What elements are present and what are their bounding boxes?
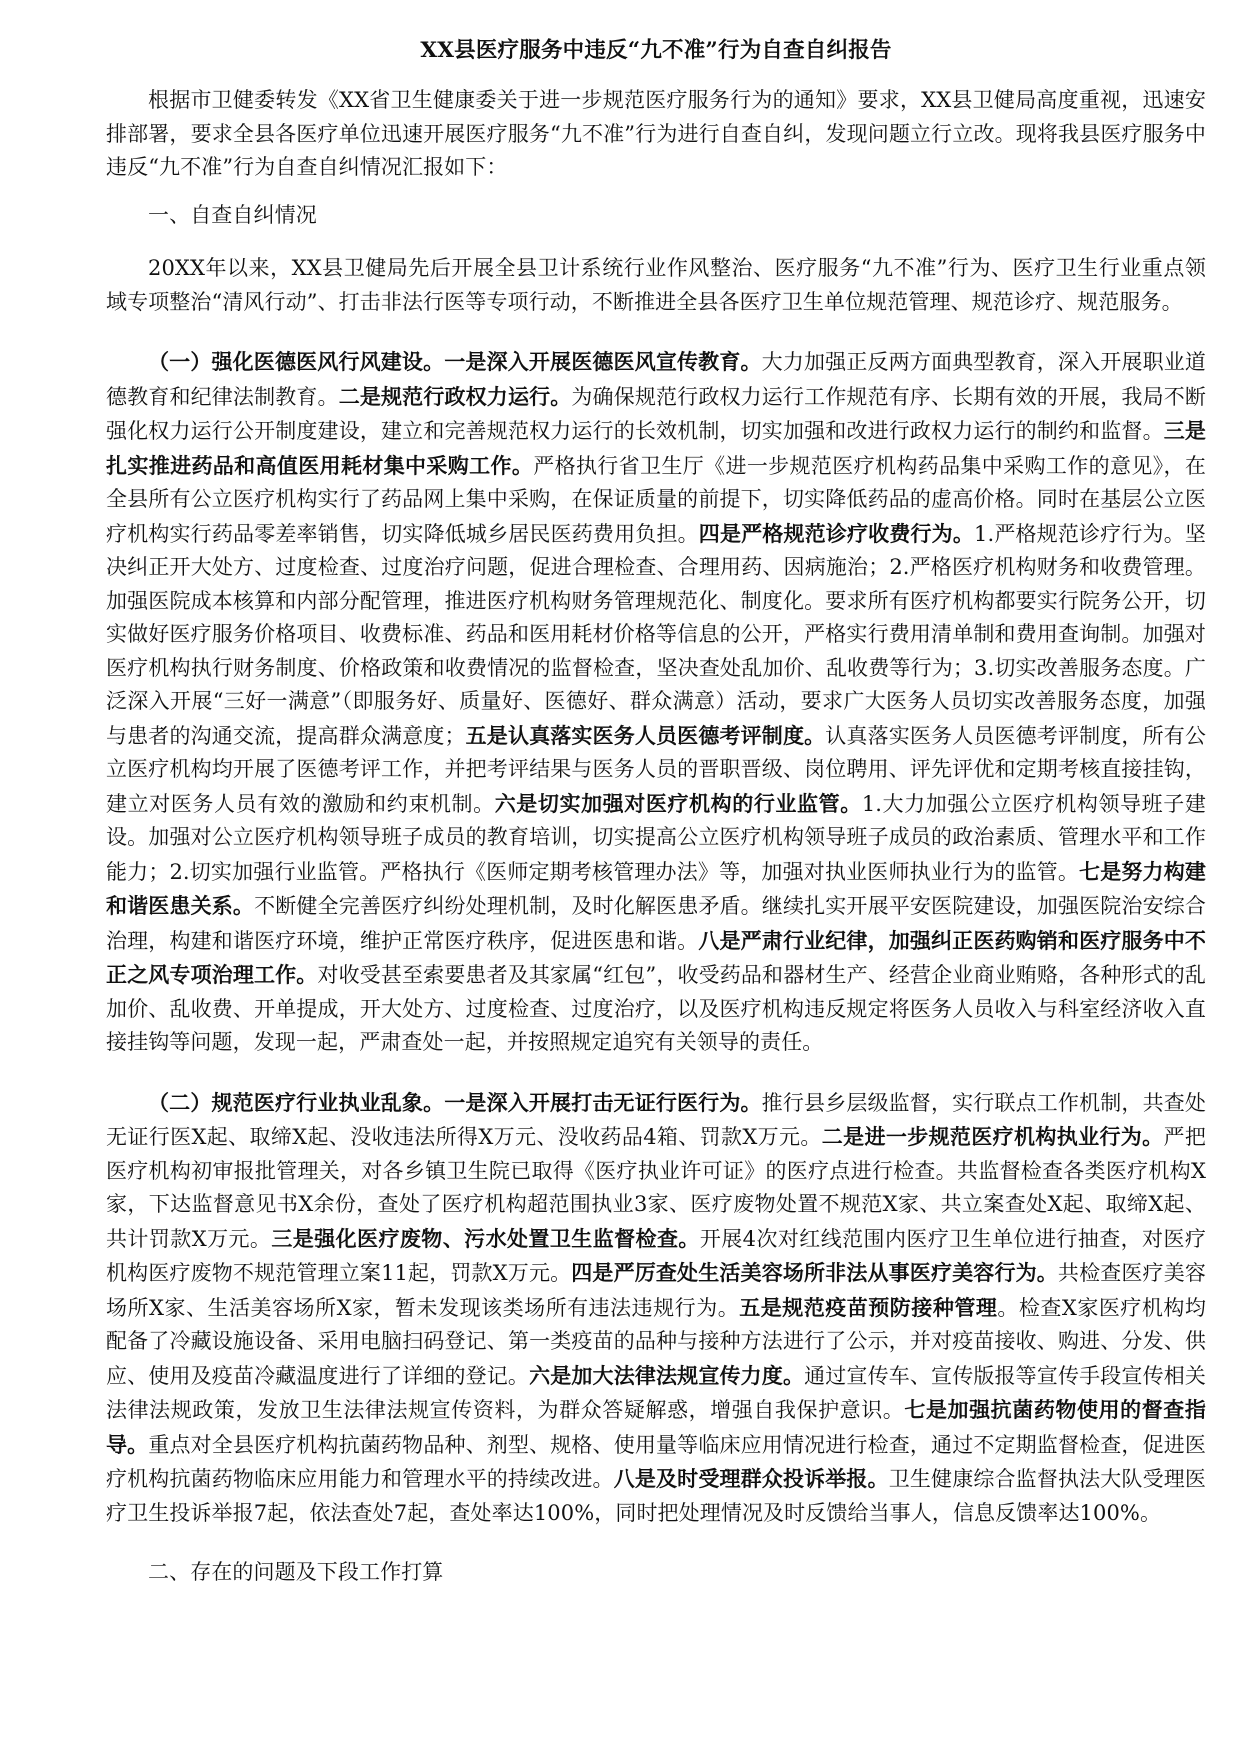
section-heading-1: 一、自查自纠情况 <box>148 202 317 227</box>
section-2-item-5-text: 。检查X家医疗机构均配备了冷藏设施设备、采用电脑扫码登记、第一类疫苗的品种与接种方法进行了公示，并对疫苗接收、购进、分发、供应、使用及疫苗冷藏温度进行了详细的登记。 <box>106 1295 1207 1388</box>
section-2-item-8-text: 卫生健康综合监督执法大队受理医疗卫生投诉举报7起，依法查处7起，查处率达100%，同时把处理情况及时反馈给当事人，信息反馈率达100%。 <box>106 1467 1206 1525</box>
section-2-item-4-text: 共检查医疗美容场所X家、生活美容场所X家，暂未发现该类场所有违法违规行为。 <box>106 1261 1206 1320</box>
section-2-item-7-text: 重点对全县医疗机构抗菌药物品种、剂型、规格、使用量等临床应用情况进行检查，通过不定期监督检查，促进医疗机构抗菌药物临床应用能力和管理水平的持续改进。 <box>106 1432 1206 1491</box>
section-1-item-7-bold: 七是努力构建和谐医患关系。 <box>106 858 1206 918</box>
section-2-item-1-text: 推行县乡层级监督，实行联点工作机制，共查处无证行医X起、取缔X起、没收违法所得X万元、没收药品4箱、罚款X万元。 <box>106 1090 1206 1149</box>
document-title: XX县医疗服务中违反“九不准”行为自查自纠报告 <box>420 38 892 63</box>
section-1-item-5-text: 认真落实医务人员医德考评制度，所有公立医疗机构均开展了医德考评工作，并把考评结果与医务人员的晋职晋级、岗位聘用、评先评优和定期考核直接挂钩，建立对医务人员有效的激励和约束机制。 <box>106 723 1206 816</box>
intro-paragraph: 根据市卫健委转发《XX省卫生健康委关于进一步规范医疗服务行为的通知》要求，XX县卫健局高度重视，迅速安排部署，要求全县各医疗单位迅速开展医疗服务“九不准”行为进行自查自纠，发现问题立行立改。现将我县医疗服务中违反“九不准”行为自查自纠情况汇报如下： <box>106 88 1206 179</box>
section-2-item-1-bold: （二）规范医疗行业执业乱象。一是深入开展打击无证行医行为。 <box>148 1089 762 1115</box>
section-1-item-4-bold: 四是严格规范诊疗收费行为。 <box>698 520 975 546</box>
section-1-item-3-text: 严格执行省卫生厅《进一步规范医疗机构药品集中采购工作的意见》，在全县所有公立医疗机构实行了药品网上集中采购，在保证质量的前提下，切实降低药品的虚高价格。同时在基层公立医疗机构实行药品零差率销售，切实降低城乡居民医药费用负担。 <box>106 453 1206 546</box>
section-2-item-3-text: 开展4次对红线范围内医疗卫生单位进行抽查，对医疗机构医疗废物不规范管理立案11起，罚款X万元。 <box>106 1226 1207 1285</box>
section-2-item-6-bold: 六是加大法律法规宣传力度。 <box>529 1362 805 1388</box>
document-page <box>106 34 1206 1590</box>
section-1-item-2-text: 为确保规范行政权力运行工作规范有序、长期有效的开展，我局不断强化权力运行公开制度建设，建立和完善规范权力运行的长效机制，切实加强和改进行政权力运行的制约和监督。 <box>106 384 1206 443</box>
section-2-paragraph <box>106 1086 1206 1531</box>
section-2-item-3-bold: 三是强化医疗废物、污水处置卫生监督检查。 <box>271 1225 700 1251</box>
section-2-item-4-bold: 四是严厉查处生活美容场所非法从事医疗美容行为。 <box>571 1260 1058 1285</box>
section-1-item-2-bold: 二是规范行政权力运行。 <box>338 383 572 409</box>
section-1-item-1-bold: （一）强化医德医风行风建设。一是深入开展医德医风宣传教育。 <box>148 349 762 374</box>
section-1-item-6-bold: 六是切实加强对医疗机构的行业监管。 <box>494 790 862 816</box>
section-heading-2: 二、存在的问题及下段工作打算 <box>148 1560 444 1584</box>
section-2-item-7-bold: 七是加强抗菌药物使用的督查指导。 <box>106 1397 1206 1457</box>
section-1-item-4-text: 1.严格规范诊疗行为。坚决纠正开大处方、过度检查、过度治疗问题，促进合理检查、合理用药、因病施治；2.严格医疗机构财务和收费管理。加强医院成本核算和内部分配管理，推进医疗机构财务管理规范化、制度化。要求所有医疗机构都要实行院务公开，切实做好医疗服务价格项目、收费标准、药品和医用耗材价格等信息的公开，严格实行费用清单制和费用查询制。加强对医疗机构执行财务制度、价格政策和收费情况的监督检查，坚决查处乱加价、乱收费等行为；3.切实改善服务态度。广泛深入开展“三好一满意”（即服务好、质量好、医德好、群众满意）活动，要求广大医务人员切实改善服务态度，加强与患者的沟通交流，提高群众满意度； <box>106 521 1206 748</box>
section-1-item-1-text: 大力加强正反两方面典型教育，深入开展职业道德教育和纪律法制教育。 <box>106 350 1206 409</box>
overview-paragraph: 20XX年以来，XX县卫健局先后开展全县卫计系统行业作风整治、医疗服务“九不准”行为、医疗卫生行业重点领域专项整治“清风行动”、打击非法行医等专项行动，不断推进全县各医疗卫生单位规范管理、规范诊疗、规范服务。 <box>106 256 1206 314</box>
section-1-item-7-text: 不断健全完善医疗纠纷处理机制，及时化解医患矛盾。继续扎实开展平安医院建设，加强医院治安综合治理，构建和谐医疗环境，维护正常医疗秩序，促进医患和谐。 <box>106 894 1207 953</box>
section-1-paragraph <box>106 345 1206 1060</box>
section-2-item-2-text: 严把医疗机构初审报批管理关，对各乡镇卫生院已取得《医疗执业许可证》的医疗点进行检查。共监督检查各类医疗机构X家，下达监督意见书X余份，查处了医疗机构超范围执业3家、医疗废物处置不规范X家、共立案查处X起、取缔X起、共计罚款X万元。 <box>106 1125 1206 1251</box>
section-1-item-5-bold: 五是认真落实医务人员医德考评制度。 <box>465 722 826 748</box>
section-2-item-8-bold: 八是及时受理群众投诉举报。 <box>613 1466 889 1491</box>
section-1-item-8-bold: 八是严肃行业纪律，加强纠正医药购销和医疗服务中不正之风专项治理工作。 <box>106 927 1206 987</box>
section-2-item-5-bold: 五是规范疫苗预防接种管理 <box>739 1294 998 1320</box>
section-1-item-8-text: 对收受甚至索要患者及其家属“红包”，收受药品和器材生产、经营企业商业贿赂，各种形式的乱加价、乱收费、开单提成，开大处方、过度检查、过度治疗，以及医疗机构违反规定将医务人员收入与科室经济收入直接挂钩等问题，发现一起，严肃查处一起，并按照规定追究有关领导的责任。 <box>106 963 1206 1054</box>
section-1-item-6-text: 1.大力加强公立医疗机构领导班子建设。加强对公立医疗机构领导班子成员的教育培训，切实提高公立医疗机构领导班子成员的政治素质、管理水平和工作能力；2.切实加强行业监管。严格执行《医师定期考核管理办法》等，加强对执业医师执业行为的监管。 <box>106 791 1206 884</box>
section-2-item-2-bold: 二是进一步规范医疗机构执业行为。 <box>821 1124 1164 1149</box>
section-1-item-3-bold: 三是扎实推进药品和高值医用耗材集中采购工作。 <box>106 418 1207 478</box>
section-2-item-6-text: 通过宣传车、宣传版报等宣传手段宣传相关法律法规政策，发放卫生法律法规宣传资料，为群众答疑解惑，增强自我保护意识。 <box>106 1363 1206 1422</box>
